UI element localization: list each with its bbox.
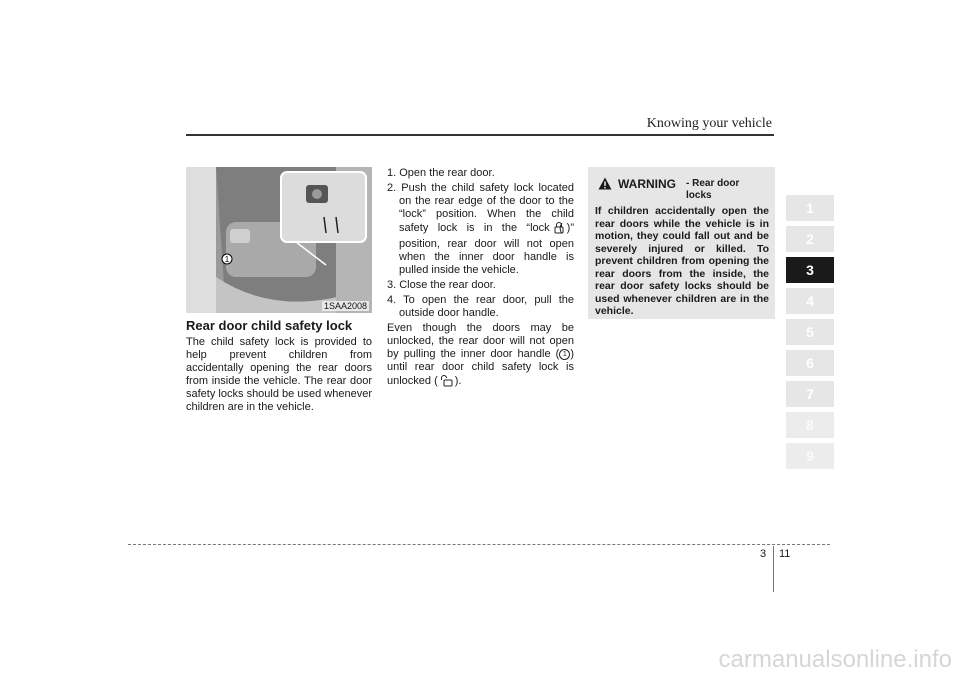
note-text-c: ).: [454, 375, 462, 387]
step-4: 4. To open the rear door, pull the outside door handle.: [387, 294, 574, 319]
steps-list: [387, 167, 574, 320]
note-paragraph: [387, 322, 574, 391]
step-2-text-a: 2. Push the child safety lock located on the rear edge of the door to the “lock” position. When the child safety lock is in the “lock (: [387, 182, 574, 234]
step-2: [387, 182, 574, 277]
note-text-a: Even though the doors may be unlocked, the rear door will not open by pulling the inner door handle (: [387, 322, 574, 360]
watermark: carmanualsonline.info: [718, 646, 952, 673]
header-section-title: Knowing your vehicle: [646, 116, 772, 131]
photo-code: 1SAA2008: [323, 301, 367, 311]
step-2-text-b: )” position, rear door will not open when the inner door handle is pulled inside the vehicle.: [399, 222, 574, 276]
footer-rule: [128, 544, 830, 545]
chapter-tab-4[interactable]: 4: [786, 288, 834, 314]
callout-number: 1: [559, 349, 570, 360]
warning-triangle-icon: [598, 177, 612, 190]
door-photo: [186, 167, 372, 313]
unlock-icon: [440, 374, 453, 391]
footer-chapter-number: 3: [760, 548, 767, 560]
footer-divider: [773, 546, 774, 592]
chapter-tabs: [786, 195, 834, 474]
warning-subtitle: - Rear door locks: [686, 178, 740, 201]
footer-page-number: 11: [779, 548, 791, 560]
header-rule: [186, 134, 774, 136]
photo-callout: 1: [224, 255, 230, 264]
section-heading: Rear door child safety lock: [186, 318, 353, 333]
chapter-tab-1[interactable]: 1: [786, 195, 834, 221]
note-text-b: ) until rear door child safety lock is unlocked (: [387, 348, 574, 387]
step-3: 3. Close the rear door.: [387, 279, 496, 291]
door-illustration: [186, 167, 372, 313]
warning-label: WARNING: [618, 177, 676, 191]
chapter-tab-6[interactable]: 6: [786, 350, 834, 376]
chapter-tab-9[interactable]: 9: [786, 443, 834, 469]
warning-box: [588, 167, 775, 319]
chapter-tab-2[interactable]: 2: [786, 226, 834, 252]
chapter-tab-3[interactable]: 3: [786, 257, 834, 283]
step-1: 1. Open the rear door.: [387, 167, 495, 179]
warning-body: If children accidentally open the rear doors while the vehicle is in motion, they could fall out and be severely injured or killed. To prevent children from opening the rear doors from the inside, the rear door safety locks should be used whenever children are in the vehicle.: [595, 205, 769, 317]
chapter-tab-8[interactable]: 8: [786, 412, 834, 438]
chapter-tab-5[interactable]: 5: [786, 319, 834, 345]
section-body: The child safety lock is provided to help prevent children from accidentally opening the rear doors from inside the vehicle. The rear door safety locks should be used whenever children are in the vehicle.: [186, 336, 372, 413]
instructions-column: [387, 167, 574, 391]
chapter-tab-7[interactable]: 7: [786, 381, 834, 407]
